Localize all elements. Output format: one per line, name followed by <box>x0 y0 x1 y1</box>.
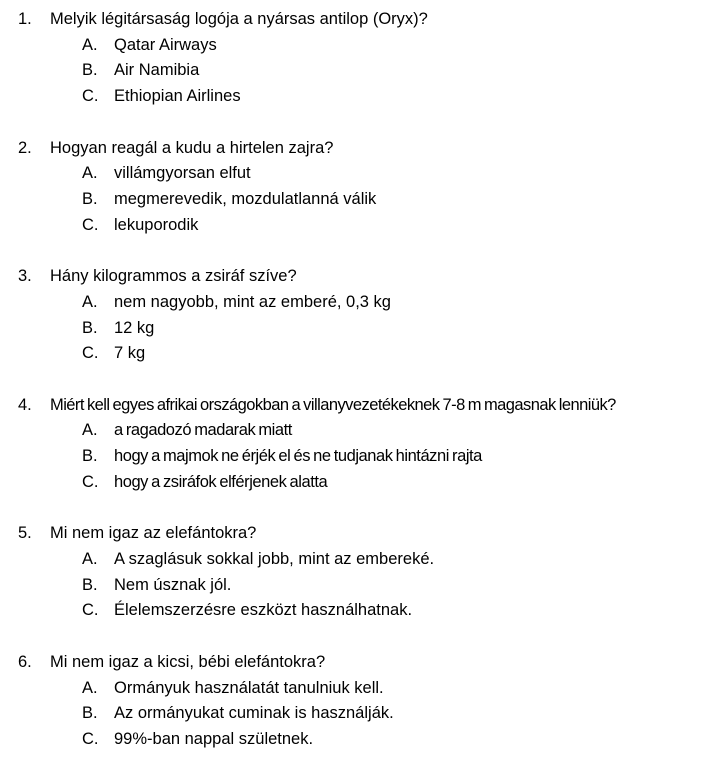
option-text: hogy a majmok ne érjék el és ne tudjanak hintázni rajta <box>114 447 482 466</box>
question-4 <box>0 392 727 521</box>
option-text: Az ormányukat cuminak is használják. <box>114 704 394 723</box>
question-number: 1. <box>18 10 32 28</box>
option-letter: B. <box>82 189 98 208</box>
option-letter: C. <box>82 87 99 106</box>
question-5 <box>0 520 727 649</box>
option-letter: B. <box>82 704 98 723</box>
question-number: 2. <box>18 138 32 157</box>
option-letter: B. <box>82 447 98 466</box>
option-letter: C. <box>82 344 99 363</box>
option-text: 7 kg <box>114 344 146 363</box>
option-letter: A. <box>82 164 98 183</box>
question-text: Melyik légitársaság logója a nyársas antilop (Oryx)? <box>50 10 428 28</box>
question-number: 4. <box>18 395 32 414</box>
question-6 <box>0 649 727 778</box>
option-text: 99%-ban nappal születnek. <box>114 730 314 749</box>
option-letter: A. <box>82 292 98 311</box>
option-text: Qatar Airways <box>114 35 217 54</box>
option-letter: A. <box>82 550 98 569</box>
option-letter: A. <box>82 35 98 54</box>
option-text: nem nagyobb, mint az emberé, 0,3 kg <box>114 292 391 311</box>
option-text: 12 kg <box>114 318 155 337</box>
question-number: 3. <box>18 267 32 286</box>
option-letter: A. <box>82 678 98 697</box>
option-text: Ormányuk használatát tanulniuk kell. <box>114 678 384 697</box>
question-text: Miért kell egyes afrikai országokban a villanyvezetékeknek 7-8 m magasnak lenniük? <box>50 395 616 414</box>
quiz-document <box>0 6 727 778</box>
option-text: Ethiopian Airlines <box>114 87 241 106</box>
option-letter: C. <box>82 472 99 491</box>
question-3 <box>0 263 727 392</box>
option-text: villámgyorsan elfut <box>114 164 251 183</box>
question-number: 6. <box>18 652 32 671</box>
option-text: a ragadozó madarak miatt <box>114 421 292 440</box>
option-letter: A. <box>82 421 98 440</box>
option-text: Air Namibia <box>114 61 200 80</box>
question-text: Mi nem igaz a kicsi, bébi elefántokra? <box>50 652 326 671</box>
option-text: hogy a zsiráfok elférjenek alatta <box>114 472 328 491</box>
option-letter: C. <box>82 215 99 234</box>
option-letter: B. <box>82 575 98 594</box>
option-letter: C. <box>82 601 99 620</box>
option-text: A szaglásuk sokkal jobb, mint az embereké. <box>114 550 435 569</box>
question-text: Mi nem igaz az elefántokra? <box>50 524 257 543</box>
question-text: Hogyan reagál a kudu a hirtelen zajra? <box>50 138 334 157</box>
question-text: Hány kilogrammos a zsiráf szíve? <box>50 267 297 286</box>
question-1 <box>0 6 727 135</box>
option-text: Nem úsznak jól. <box>114 575 232 594</box>
option-text: megmerevedik, mozdulatlanná válik <box>114 189 377 208</box>
option-letter: C. <box>82 730 99 749</box>
option-text: Élelemszerzésre eszközt használhatnak. <box>114 601 413 620</box>
option-letter: B. <box>82 318 98 337</box>
question-2 <box>0 135 727 264</box>
question-number: 5. <box>18 524 32 543</box>
option-letter: B. <box>82 61 98 80</box>
option-text: lekuporodik <box>114 215 199 234</box>
